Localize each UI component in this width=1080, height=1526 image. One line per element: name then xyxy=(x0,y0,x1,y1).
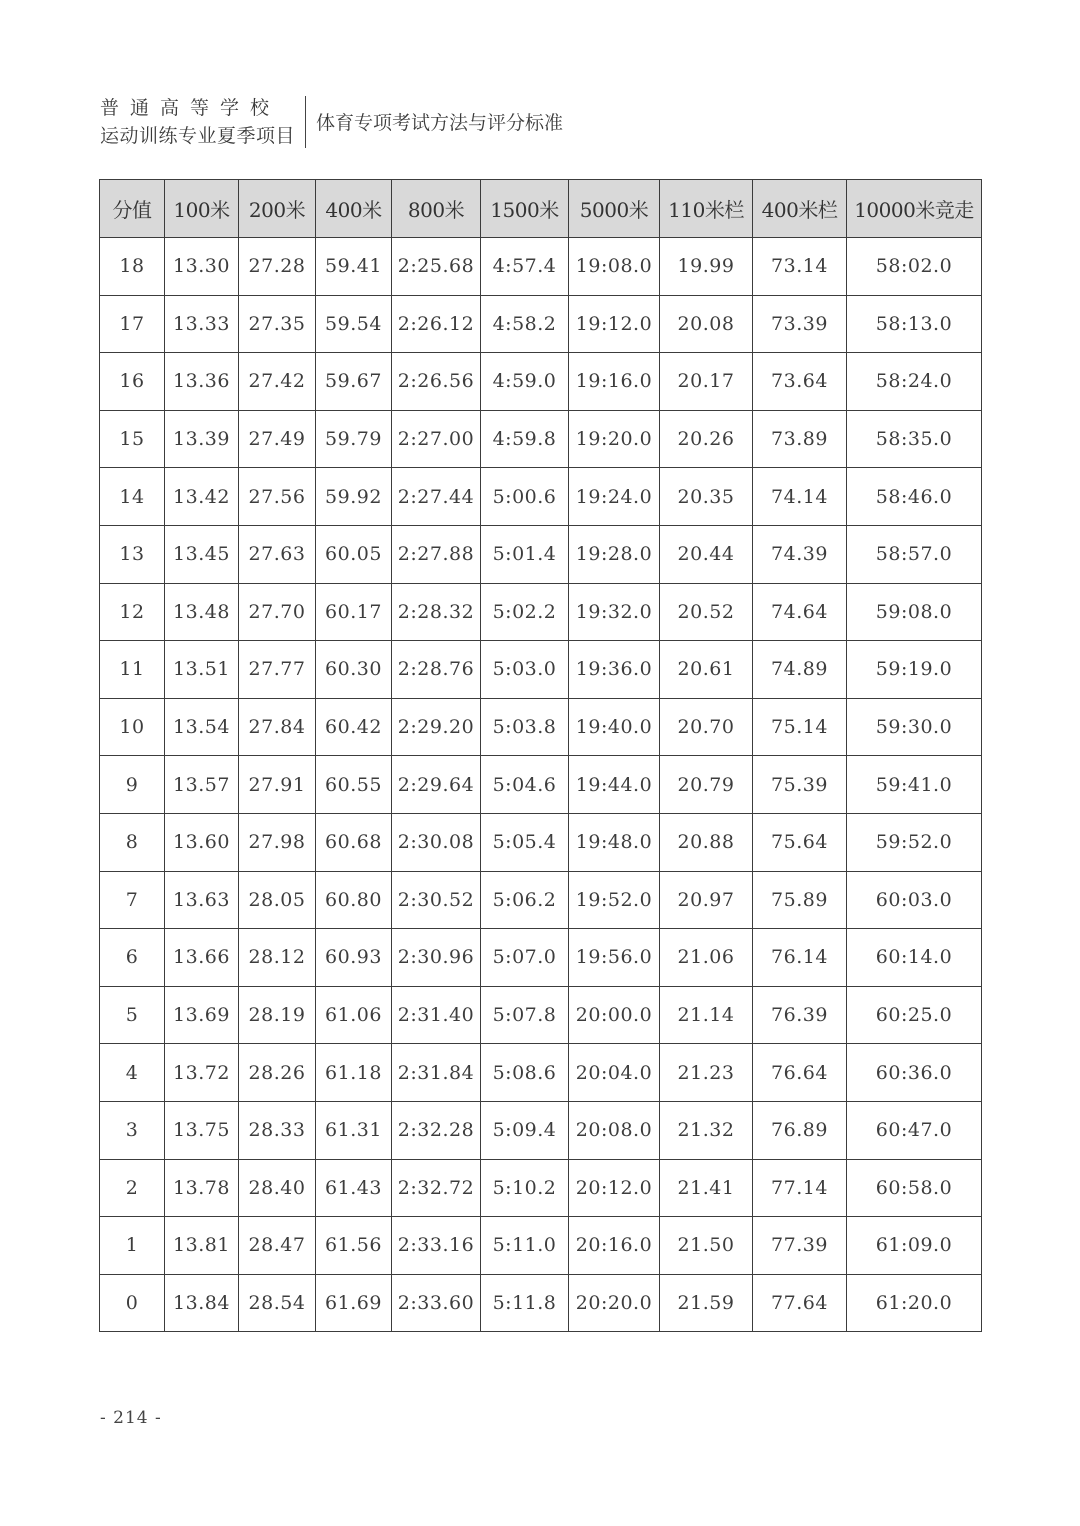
value-cell: 59.79 xyxy=(316,410,392,468)
value-cell: 73.14 xyxy=(753,238,847,296)
value-cell: 2:30.52 xyxy=(392,871,481,929)
value-cell: 59:52.0 xyxy=(847,813,982,871)
score-cell: 11 xyxy=(100,641,165,699)
table-body xyxy=(100,238,982,1332)
value-cell: 28.05 xyxy=(239,871,316,929)
table-row xyxy=(100,813,982,871)
value-cell: 61:09.0 xyxy=(847,1217,982,1275)
value-cell: 20:08.0 xyxy=(569,1101,660,1159)
score-cell: 0 xyxy=(100,1274,165,1332)
value-cell: 27.42 xyxy=(239,353,316,411)
table-row xyxy=(100,583,982,641)
value-cell: 19:12.0 xyxy=(569,295,660,353)
value-cell: 74.64 xyxy=(753,583,847,641)
value-cell: 58:02.0 xyxy=(847,238,982,296)
value-cell: 5:11.8 xyxy=(481,1274,569,1332)
value-cell: 19:44.0 xyxy=(569,756,660,814)
column-header: 110米栏 xyxy=(660,180,753,238)
value-cell: 19:24.0 xyxy=(569,468,660,526)
value-cell: 27.70 xyxy=(239,583,316,641)
value-cell: 5:05.4 xyxy=(481,813,569,871)
value-cell: 13.81 xyxy=(165,1217,239,1275)
value-cell: 13.30 xyxy=(165,238,239,296)
value-cell: 20.35 xyxy=(660,468,753,526)
value-cell: 28.47 xyxy=(239,1217,316,1275)
value-cell: 2:33.60 xyxy=(392,1274,481,1332)
score-table xyxy=(99,179,982,1332)
value-cell: 74.14 xyxy=(753,468,847,526)
value-cell: 77.64 xyxy=(753,1274,847,1332)
table-header-row xyxy=(100,180,982,238)
value-cell: 13.78 xyxy=(165,1159,239,1217)
value-cell: 20:12.0 xyxy=(569,1159,660,1217)
value-cell: 5:07.0 xyxy=(481,929,569,987)
table-header xyxy=(100,180,982,238)
value-cell: 76.14 xyxy=(753,929,847,987)
value-cell: 75.64 xyxy=(753,813,847,871)
value-cell: 13.33 xyxy=(165,295,239,353)
value-cell: 61.43 xyxy=(316,1159,392,1217)
value-cell: 13.57 xyxy=(165,756,239,814)
value-cell: 73.39 xyxy=(753,295,847,353)
value-cell: 58:24.0 xyxy=(847,353,982,411)
header-program: 运动训练专业夏季项目 xyxy=(100,125,296,147)
value-cell: 59.54 xyxy=(316,295,392,353)
score-cell: 4 xyxy=(100,1044,165,1102)
score-cell: 14 xyxy=(100,468,165,526)
value-cell: 13.51 xyxy=(165,641,239,699)
value-cell: 19.99 xyxy=(660,238,753,296)
value-cell: 28.33 xyxy=(239,1101,316,1159)
value-cell: 76.64 xyxy=(753,1044,847,1102)
value-cell: 61:20.0 xyxy=(847,1274,982,1332)
value-cell: 58:57.0 xyxy=(847,525,982,583)
value-cell: 27.49 xyxy=(239,410,316,468)
score-cell: 1 xyxy=(100,1217,165,1275)
header-divider xyxy=(305,96,306,148)
value-cell: 27.63 xyxy=(239,525,316,583)
value-cell: 2:29.64 xyxy=(392,756,481,814)
value-cell: 27.28 xyxy=(239,238,316,296)
value-cell: 60:25.0 xyxy=(847,986,982,1044)
value-cell: 5:03.0 xyxy=(481,641,569,699)
value-cell: 61.56 xyxy=(316,1217,392,1275)
value-cell: 2:27.44 xyxy=(392,468,481,526)
value-cell: 19:32.0 xyxy=(569,583,660,641)
value-cell: 21.23 xyxy=(660,1044,753,1102)
value-cell: 20.70 xyxy=(660,698,753,756)
value-cell: 2:26.12 xyxy=(392,295,481,353)
header-section-title: 体育专项考试方法与评分标准 xyxy=(316,111,564,134)
value-cell: 19:40.0 xyxy=(569,698,660,756)
value-cell: 5:11.0 xyxy=(481,1217,569,1275)
value-cell: 76.39 xyxy=(753,986,847,1044)
table-row xyxy=(100,1217,982,1275)
table-row xyxy=(100,929,982,987)
value-cell: 20:16.0 xyxy=(569,1217,660,1275)
value-cell: 27.35 xyxy=(239,295,316,353)
table-row xyxy=(100,525,982,583)
value-cell: 2:25.68 xyxy=(392,238,481,296)
value-cell: 2:28.76 xyxy=(392,641,481,699)
value-cell: 2:30.96 xyxy=(392,929,481,987)
value-cell: 2:26.56 xyxy=(392,353,481,411)
value-cell: 13.36 xyxy=(165,353,239,411)
value-cell: 28.54 xyxy=(239,1274,316,1332)
value-cell: 61.69 xyxy=(316,1274,392,1332)
value-cell: 60:14.0 xyxy=(847,929,982,987)
header-left-block xyxy=(100,96,295,148)
value-cell: 5:07.8 xyxy=(481,986,569,1044)
value-cell: 59:08.0 xyxy=(847,583,982,641)
value-cell: 20.61 xyxy=(660,641,753,699)
value-cell: 28.12 xyxy=(239,929,316,987)
value-cell: 19:36.0 xyxy=(569,641,660,699)
column-header: 400米 xyxy=(316,180,392,238)
value-cell: 5:09.4 xyxy=(481,1101,569,1159)
value-cell: 60.68 xyxy=(316,813,392,871)
score-cell: 2 xyxy=(100,1159,165,1217)
score-cell: 10 xyxy=(100,698,165,756)
value-cell: 2:30.08 xyxy=(392,813,481,871)
value-cell: 27.91 xyxy=(239,756,316,814)
score-cell: 8 xyxy=(100,813,165,871)
value-cell: 21.06 xyxy=(660,929,753,987)
table-row xyxy=(100,1044,982,1102)
value-cell: 60.93 xyxy=(316,929,392,987)
score-cell: 13 xyxy=(100,525,165,583)
value-cell: 2:28.32 xyxy=(392,583,481,641)
score-cell: 12 xyxy=(100,583,165,641)
value-cell: 59:41.0 xyxy=(847,756,982,814)
table-row xyxy=(100,468,982,526)
value-cell: 27.84 xyxy=(239,698,316,756)
value-cell: 13.54 xyxy=(165,698,239,756)
value-cell: 75.89 xyxy=(753,871,847,929)
value-cell: 28.26 xyxy=(239,1044,316,1102)
table-row xyxy=(100,641,982,699)
value-cell: 59:19.0 xyxy=(847,641,982,699)
value-cell: 73.64 xyxy=(753,353,847,411)
value-cell: 13.42 xyxy=(165,468,239,526)
value-cell: 5:02.2 xyxy=(481,583,569,641)
value-cell: 19:16.0 xyxy=(569,353,660,411)
value-cell: 19:20.0 xyxy=(569,410,660,468)
value-cell: 5:00.6 xyxy=(481,468,569,526)
table-row xyxy=(100,1101,982,1159)
value-cell: 60.30 xyxy=(316,641,392,699)
value-cell: 27.98 xyxy=(239,813,316,871)
value-cell: 20.44 xyxy=(660,525,753,583)
value-cell: 21.59 xyxy=(660,1274,753,1332)
column-header: 5000米 xyxy=(569,180,660,238)
value-cell: 21.32 xyxy=(660,1101,753,1159)
value-cell: 19:28.0 xyxy=(569,525,660,583)
score-cell: 6 xyxy=(100,929,165,987)
value-cell: 73.89 xyxy=(753,410,847,468)
value-cell: 5:04.6 xyxy=(481,756,569,814)
value-cell: 60:47.0 xyxy=(847,1101,982,1159)
value-cell: 5:10.2 xyxy=(481,1159,569,1217)
table-row xyxy=(100,1159,982,1217)
value-cell: 60.05 xyxy=(316,525,392,583)
value-cell: 19:56.0 xyxy=(569,929,660,987)
header-institution: 普通高等学校 xyxy=(100,97,281,119)
column-header: 800米 xyxy=(392,180,481,238)
value-cell: 13.72 xyxy=(165,1044,239,1102)
value-cell: 60:03.0 xyxy=(847,871,982,929)
value-cell: 20.26 xyxy=(660,410,753,468)
value-cell: 5:03.8 xyxy=(481,698,569,756)
value-cell: 20:04.0 xyxy=(569,1044,660,1102)
table-row xyxy=(100,756,982,814)
value-cell: 13.48 xyxy=(165,583,239,641)
value-cell: 60.42 xyxy=(316,698,392,756)
value-cell: 59:30.0 xyxy=(847,698,982,756)
table-row xyxy=(100,986,982,1044)
table-row xyxy=(100,1274,982,1332)
value-cell: 2:31.84 xyxy=(392,1044,481,1102)
page-number: - 214 - xyxy=(100,1408,162,1428)
table-row xyxy=(100,698,982,756)
value-cell: 60:36.0 xyxy=(847,1044,982,1102)
score-cell: 7 xyxy=(100,871,165,929)
value-cell: 20.52 xyxy=(660,583,753,641)
value-cell: 20.08 xyxy=(660,295,753,353)
value-cell: 2:32.28 xyxy=(392,1101,481,1159)
column-header: 400米栏 xyxy=(753,180,847,238)
value-cell: 2:31.40 xyxy=(392,986,481,1044)
value-cell: 13.66 xyxy=(165,929,239,987)
value-cell: 58:46.0 xyxy=(847,468,982,526)
value-cell: 27.77 xyxy=(239,641,316,699)
value-cell: 59.92 xyxy=(316,468,392,526)
value-cell: 2:27.00 xyxy=(392,410,481,468)
column-header: 200米 xyxy=(239,180,316,238)
value-cell: 4:59.8 xyxy=(481,410,569,468)
value-cell: 4:57.4 xyxy=(481,238,569,296)
value-cell: 20.88 xyxy=(660,813,753,871)
score-cell: 16 xyxy=(100,353,165,411)
value-cell: 77.39 xyxy=(753,1217,847,1275)
value-cell: 13.84 xyxy=(165,1274,239,1332)
value-cell: 60:58.0 xyxy=(847,1159,982,1217)
value-cell: 13.63 xyxy=(165,871,239,929)
column-header: 100米 xyxy=(165,180,239,238)
value-cell: 13.75 xyxy=(165,1101,239,1159)
value-cell: 20.79 xyxy=(660,756,753,814)
value-cell: 4:58.2 xyxy=(481,295,569,353)
table-row xyxy=(100,353,982,411)
value-cell: 2:29.20 xyxy=(392,698,481,756)
score-cell: 3 xyxy=(100,1101,165,1159)
value-cell: 27.56 xyxy=(239,468,316,526)
value-cell: 4:59.0 xyxy=(481,353,569,411)
score-cell: 15 xyxy=(100,410,165,468)
value-cell: 76.89 xyxy=(753,1101,847,1159)
value-cell: 61.31 xyxy=(316,1101,392,1159)
value-cell: 20:00.0 xyxy=(569,986,660,1044)
value-cell: 20.17 xyxy=(660,353,753,411)
value-cell: 2:33.16 xyxy=(392,1217,481,1275)
value-cell: 19:48.0 xyxy=(569,813,660,871)
value-cell: 21.50 xyxy=(660,1217,753,1275)
value-cell: 21.41 xyxy=(660,1159,753,1217)
value-cell: 5:08.6 xyxy=(481,1044,569,1102)
value-cell: 75.14 xyxy=(753,698,847,756)
table-row xyxy=(100,871,982,929)
value-cell: 13.39 xyxy=(165,410,239,468)
value-cell: 13.60 xyxy=(165,813,239,871)
page-header xyxy=(100,96,563,148)
value-cell: 5:01.4 xyxy=(481,525,569,583)
table-row xyxy=(100,410,982,468)
value-cell: 58:13.0 xyxy=(847,295,982,353)
value-cell: 58:35.0 xyxy=(847,410,982,468)
value-cell: 74.39 xyxy=(753,525,847,583)
value-cell: 13.69 xyxy=(165,986,239,1044)
value-cell: 75.39 xyxy=(753,756,847,814)
score-cell: 18 xyxy=(100,238,165,296)
value-cell: 61.18 xyxy=(316,1044,392,1102)
value-cell: 20.97 xyxy=(660,871,753,929)
value-cell: 2:27.88 xyxy=(392,525,481,583)
value-cell: 2:32.72 xyxy=(392,1159,481,1217)
value-cell: 19:08.0 xyxy=(569,238,660,296)
value-cell: 61.06 xyxy=(316,986,392,1044)
value-cell: 77.14 xyxy=(753,1159,847,1217)
table-row xyxy=(100,295,982,353)
score-cell: 9 xyxy=(100,756,165,814)
value-cell: 59.67 xyxy=(316,353,392,411)
value-cell: 20:20.0 xyxy=(569,1274,660,1332)
value-cell: 13.45 xyxy=(165,525,239,583)
column-header: 分值 xyxy=(100,180,165,238)
column-header: 1500米 xyxy=(481,180,569,238)
value-cell: 28.19 xyxy=(239,986,316,1044)
column-header: 10000米竞走 xyxy=(847,180,982,238)
value-cell: 74.89 xyxy=(753,641,847,699)
score-cell: 5 xyxy=(100,986,165,1044)
value-cell: 59.41 xyxy=(316,238,392,296)
value-cell: 60.55 xyxy=(316,756,392,814)
value-cell: 60.17 xyxy=(316,583,392,641)
value-cell: 28.40 xyxy=(239,1159,316,1217)
value-cell: 21.14 xyxy=(660,986,753,1044)
value-cell: 5:06.2 xyxy=(481,871,569,929)
score-cell: 17 xyxy=(100,295,165,353)
value-cell: 19:52.0 xyxy=(569,871,660,929)
table-row xyxy=(100,238,982,296)
value-cell: 60.80 xyxy=(316,871,392,929)
